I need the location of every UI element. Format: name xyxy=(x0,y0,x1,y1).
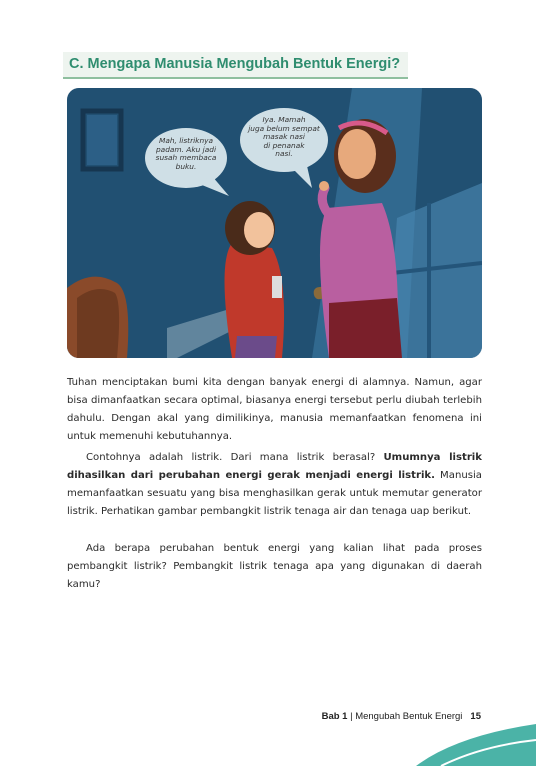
paragraph-1: Tuhan menciptakan bumi kita dengan banyak energi di alamnya. Namun, agar bisa dimanfaatkan secara optimal, biasanya energi tersebut perlu diubah terlebih dahulu. Dengan akal yang dimilikinya, manusia memanfaatkan fenomena ini untuk memenuhi kebutuhannya. xyxy=(67,377,482,442)
speech-bubble-mother: Iya. Mamah juga belum sempat masak nasi di penanak nasi. xyxy=(248,115,320,159)
paragraph-2: Contohnya adalah listrik. Dari mana listrik berasal? Umumnya listrik dihasilkan dari perubahan energi gerak menjadi energi listrik. Manusia memanfaatkan sesuatu yang bisa menghasilkan gerak untuk memutar generator listrik. Perhatikan gambar pembangkit listrik tenaga air dan tenaga uap berikut. xyxy=(67,452,482,517)
page-number: 15 xyxy=(470,711,481,722)
footer-chapter-title: Mengubah Bentuk Energi xyxy=(355,711,463,722)
speech-bubble-daughter: Mah, listriknya padam. Aku jadi susah membaca buku. xyxy=(155,136,217,171)
section-heading-box xyxy=(63,52,408,79)
section-heading: C. Mengapa Manusia Mengubah Bentuk Energi? xyxy=(69,56,401,72)
footer-separator: | xyxy=(347,711,356,722)
paragraph-3: Ada berapa perubahan bentuk energi yang kalian lihat pada proses pembangkit listrik? Pembangkit listrik tenaga apa yang digunakan di daerah kamu? xyxy=(67,543,482,590)
decorative-wave xyxy=(386,716,536,766)
footer-chapter: Bab 1 xyxy=(321,711,348,722)
illustration-mother-daughter-power-outage xyxy=(67,88,482,358)
